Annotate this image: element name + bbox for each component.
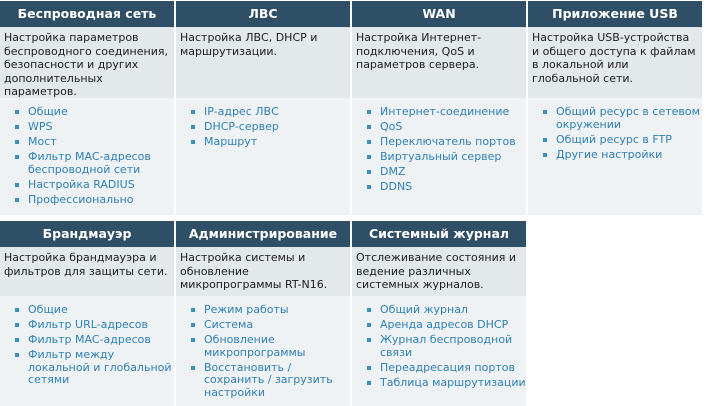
bullet-icon [367,170,371,174]
section-title: Беспроводная сеть [0,1,174,27]
link-radius[interactable]: Настройка RADIUS [28,177,135,191]
bullet-icon [367,140,371,144]
link-qos[interactable]: QoS [380,120,403,133]
link-mac-filter[interactable]: Фильтр MAC-адресов [28,333,151,346]
link-ddns[interactable]: DDNS [380,180,413,193]
list-item [10,334,174,347]
list-item [362,362,526,375]
bullet-icon [15,353,19,357]
link-port-forwarding[interactable]: Переадресация портов [380,360,515,374]
list-item [10,136,174,149]
bullet-icon [15,198,19,202]
link-dmz[interactable]: DMZ [380,165,406,178]
list-item [538,106,702,131]
link-system[interactable]: Система [204,318,254,331]
bullet-icon [15,155,19,159]
bullet-icon [191,308,195,312]
bullet-icon [367,125,371,129]
list-item [10,121,174,134]
link-wps[interactable]: WPS [28,120,53,133]
link-misc-settings[interactable]: Другие настройки [556,147,663,161]
link-bridge[interactable]: Мост [28,135,57,148]
list-item [362,181,526,194]
list-item [362,334,526,359]
link-firmware-upgrade[interactable]: Обновление микропрограммы [204,333,306,359]
section-administration [176,221,350,406]
bullet-icon [367,338,371,342]
section-description: Настройка брандмауэра и фильтров для защиты сети. [0,247,174,296]
link-url-filter[interactable]: Фильтр URL-адресов [28,318,148,331]
section-links [352,296,526,406]
link-route[interactable]: Маршрут [204,135,258,148]
list-item [362,151,526,164]
bullet-icon [543,153,547,157]
bullet-icon [15,125,19,129]
bullet-icon [15,140,19,144]
list-item [362,319,526,332]
bullet-icon [15,110,19,114]
link-dhcp-leases[interactable]: Аренда адресов DHCP [380,318,509,331]
list-item [10,304,174,317]
section-description: Настройка USB-устройства и общего доступа к файлам в локальной или глобальной сети. [528,27,702,98]
link-routing-table[interactable]: Таблица маршрутизации [380,375,526,389]
bullet-icon [191,125,195,129]
link-lan-wan-filter[interactable]: Фильтр между локальной и глобальной сетями [28,348,172,386]
list-item [10,349,174,387]
link-lan-ip[interactable]: IP-адрес ЛВС [204,105,279,118]
link-network-share[interactable]: Общий ресурс в сетевом окружении [556,105,700,131]
bullet-icon [191,140,195,144]
list-item [362,136,526,149]
list-item [362,304,526,317]
list-item [10,151,174,176]
link-ftp-share[interactable]: Общий ресурс в FTP [556,132,672,146]
bullet-icon [191,110,195,114]
list-item [186,121,350,134]
section-title: Приложение USB [528,1,702,27]
list-item [186,319,350,332]
bullet-icon [15,323,19,327]
list-item [362,121,526,134]
section-usb-application [528,1,702,215]
link-wireless-general[interactable]: Общие [28,105,68,118]
section-system-log [352,221,526,406]
section-links [0,98,174,215]
list-item [186,334,350,359]
section-title: WAN [352,1,526,27]
bullet-icon [367,110,371,114]
section-links [528,98,702,215]
bullet-icon [191,323,195,327]
section-title: Системный журнал [352,221,526,247]
list-item [10,106,174,119]
list-item [186,362,350,400]
list-item [362,166,526,179]
link-port-trigger[interactable]: Переключатель портов [380,135,516,148]
link-internet-connection[interactable]: Интернет-соединение [380,105,510,118]
bullet-icon [543,138,547,142]
section-description: Отслеживание состояния и ведение различных системных журналов. [352,247,526,296]
list-item [186,136,350,149]
section-description: Настройка системы и обновление микропрограммы RT-N16. [176,247,350,296]
section-links [176,296,350,406]
section-firewall [0,221,174,406]
section-wan [352,1,526,215]
section-title: Администрирование [176,221,350,247]
link-virtual-server[interactable]: Виртуальный сервер [380,150,502,163]
section-description: Настройка параметров беспроводного соединения, безопасности и других дополнительных параметров. [0,27,174,98]
bullet-icon [543,110,547,114]
section-description: Настройка Интернет-подключения, QoS и параметров сервера. [352,27,526,98]
list-item [186,304,350,317]
section-lan [176,1,350,215]
section-description: Настройка ЛВС, DHCP и маршрутизации. [176,27,350,98]
list-item [362,377,526,390]
list-item [10,179,174,192]
section-title: ЛВС [176,1,350,27]
bullet-icon [367,381,371,385]
link-firewall-general[interactable]: Общие [28,303,68,316]
section-wireless [0,1,174,215]
bullet-icon [367,185,371,189]
list-item [10,194,174,207]
bullet-icon [367,366,371,370]
link-wireless-mac-filter[interactable]: Фильтр MAC-адресов беспроводной сети [28,150,151,176]
link-professional[interactable]: Профессионально [28,192,134,206]
bullet-icon [367,155,371,159]
bullet-icon [191,366,195,370]
link-wireless-log[interactable]: Журнал беспроводной связи [380,333,513,359]
section-links [176,98,350,215]
section-links [0,296,174,406]
bullet-icon [191,338,195,342]
link-operation-mode[interactable]: Режим работы [204,303,289,316]
list-item [362,106,526,119]
link-restore-save-upload[interactable]: Восстановить / сохранить / загрузить настройки [204,360,333,399]
bullet-icon [367,308,371,312]
section-links [352,98,526,215]
list-item [186,106,350,119]
link-dhcp-server[interactable]: DHCP-сервер [204,120,279,133]
bullet-icon [15,338,19,342]
bullet-icon [15,308,19,312]
list-item [538,149,702,162]
bullet-icon [15,183,19,187]
bullet-icon [367,323,371,327]
list-item [10,319,174,332]
list-item [538,134,702,147]
section-title: Брандмауэр [0,221,174,247]
link-general-log[interactable]: Общий журнал [380,303,468,316]
